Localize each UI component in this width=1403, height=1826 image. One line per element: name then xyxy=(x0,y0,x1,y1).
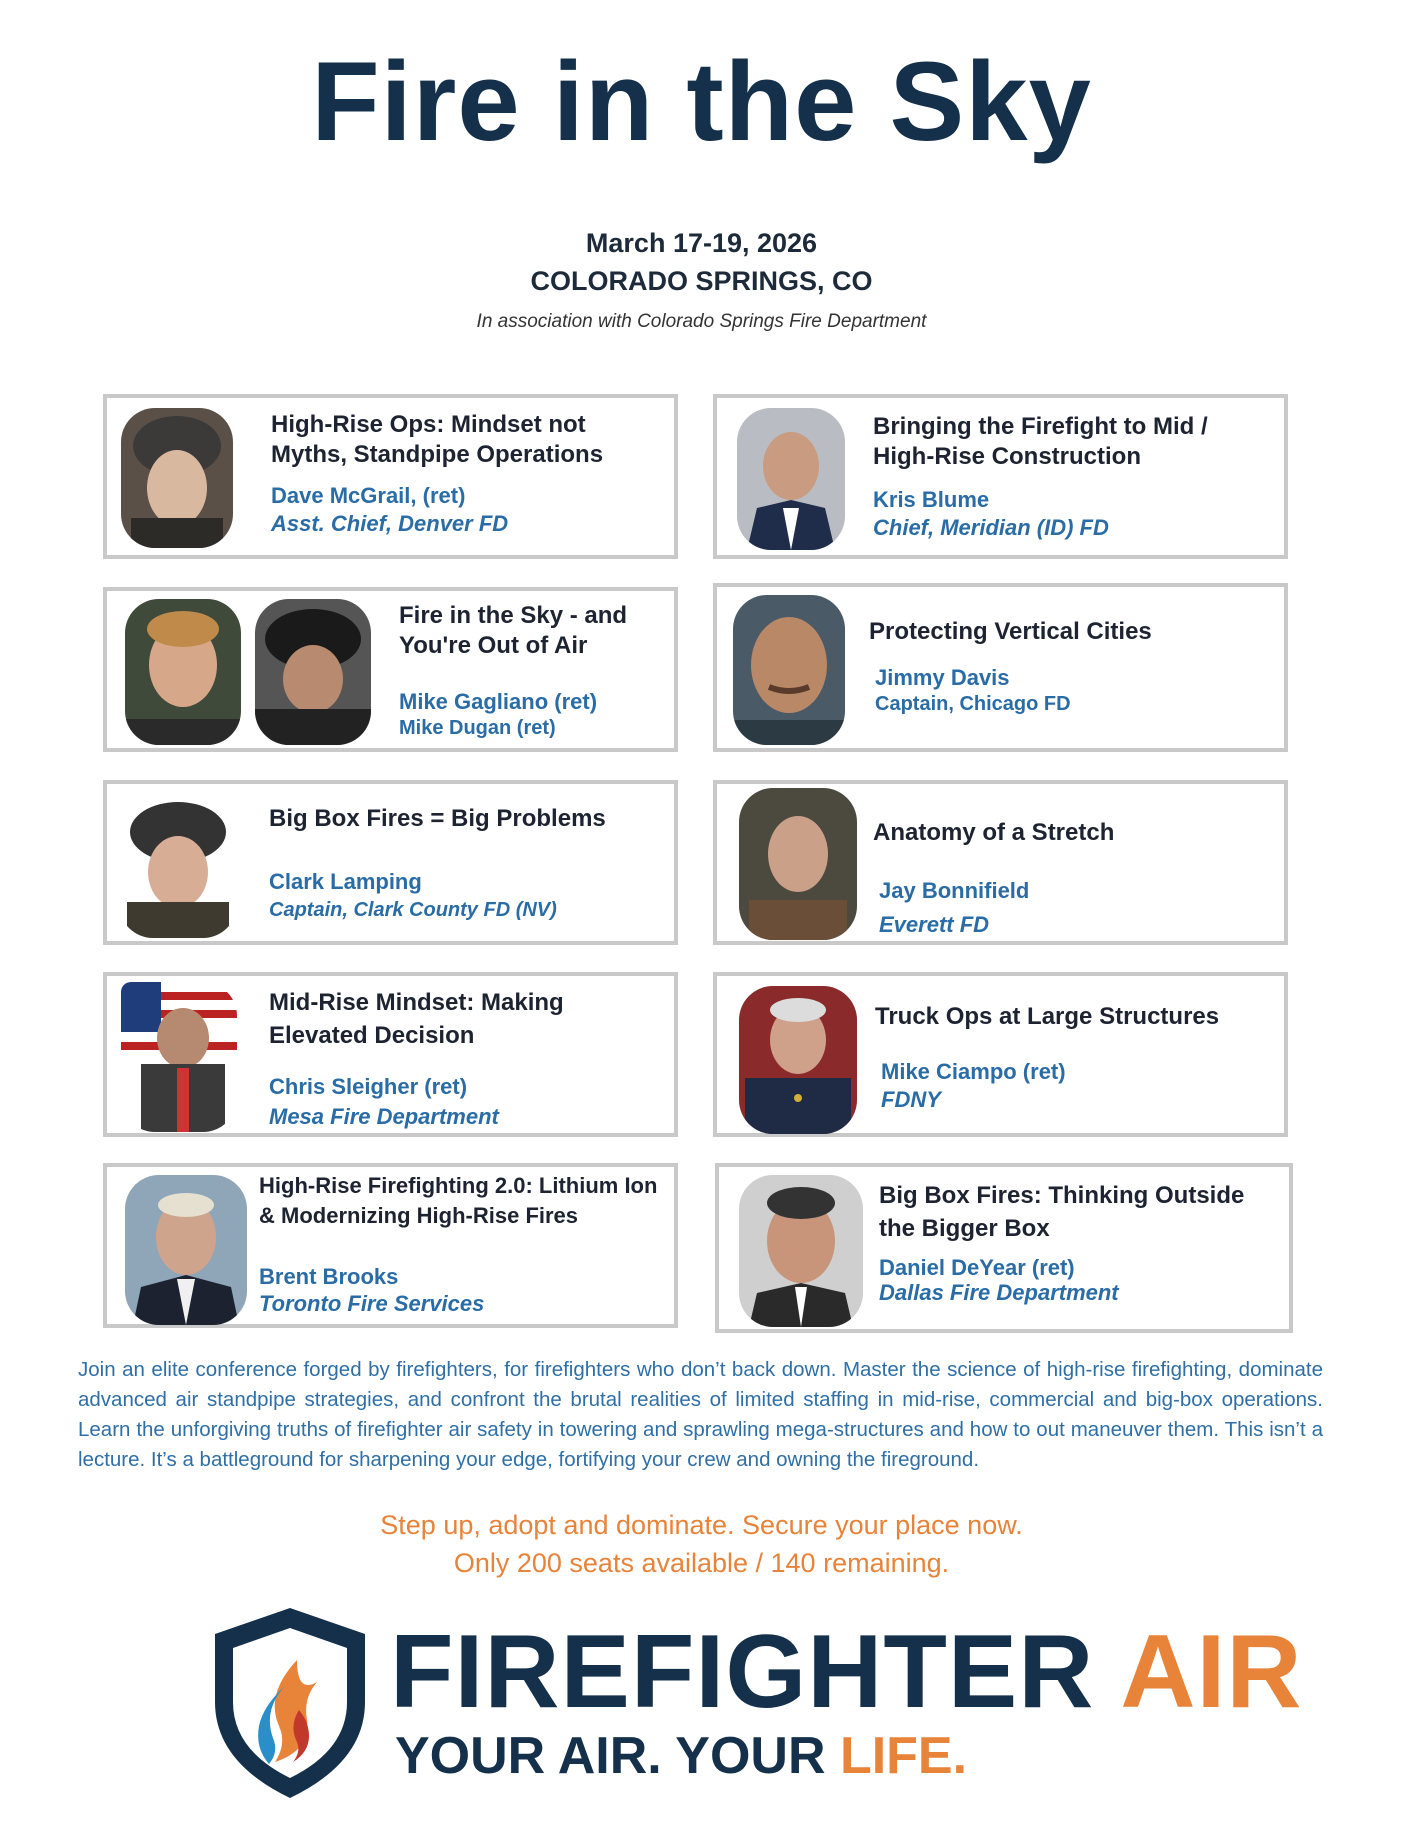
conference-description: Join an elite conference forged by firefighters, for firefighters who don’t back down. Master the science of high-rise firefighting, dominate advanced air standpipe strategies, and confront the brutal realities of limited staffing in mid-rise, commercial and big-box operations. Learn the unforgiving truths of firefighter air safety in towering and sprawling mega-structures and how to out maneuver them. This isn’t a lecture. It’s a battleground for sharpening your edge, fortifying your crew and owning the fireground. xyxy=(78,1358,1323,1471)
speaker-photo xyxy=(255,599,371,745)
speaker-photo xyxy=(119,790,237,938)
session-card xyxy=(715,1163,1293,1333)
speaker-role: Captain, Clark County FD (NV) xyxy=(269,899,557,921)
session-card xyxy=(103,587,678,752)
brand-wordmark xyxy=(390,1614,1303,1730)
session-speaker xyxy=(399,689,667,741)
speaker-photo xyxy=(733,595,845,745)
session-title: Truck Ops at Large Structures xyxy=(875,1003,1220,1030)
event-location: COLORADO SPRINGS, CO xyxy=(530,266,873,296)
speaker-photo xyxy=(739,986,857,1134)
session-title: Big Box Fires: Thinking Outside the Bigger Box xyxy=(879,1182,1245,1242)
speaker-name: Kris Blume xyxy=(873,487,990,512)
speaker-name: Daniel DeYear (ret) xyxy=(879,1255,1075,1280)
speaker-photo xyxy=(121,982,237,1132)
event-date: March 17-19, 2026 xyxy=(585,228,818,258)
session-title: High-Rise Ops: Mindset not Myths, Standpipe Operations xyxy=(271,411,604,468)
session-speaker xyxy=(875,665,1275,717)
session-card xyxy=(713,780,1288,945)
session-title: High-Rise Firefighting 2.0: Lithium Ion & Modernizing High-Rise Fires xyxy=(259,1173,658,1228)
speaker-role: Captain, Chicago FD xyxy=(875,693,1071,715)
tagline-main: YOUR AIR. YOUR xyxy=(395,1727,826,1785)
session-speaker xyxy=(879,874,1269,942)
brand-word-main: FIREFIGHTER xyxy=(390,1614,1095,1730)
session-title: Bringing the Firefight to Mid / High-Rise Construction xyxy=(873,413,1208,470)
speaker-role: Everett FD xyxy=(879,912,990,937)
speaker-photo xyxy=(125,599,241,745)
speaker-name: Chris Sleigher (ret) xyxy=(269,1074,468,1099)
session-speaker xyxy=(271,482,661,538)
session-card xyxy=(103,972,678,1137)
session-speaker xyxy=(269,1072,659,1132)
shield-flame-icon xyxy=(205,1602,375,1802)
brand-tagline xyxy=(395,1727,968,1785)
session-speaker xyxy=(879,1255,1279,1305)
session-card xyxy=(103,1163,678,1328)
speaker-photo xyxy=(739,1175,863,1327)
brand-word-accent: AIR xyxy=(1120,1614,1303,1730)
session-title: Big Box Fires = Big Problems xyxy=(269,805,606,832)
tagline-accent: LIFE. xyxy=(839,1727,968,1785)
speaker-name: Dave McGrail, (ret) xyxy=(271,483,466,508)
speaker-role: FDNY xyxy=(881,1087,941,1112)
event-association: In association with Colorado Springs Fire Department xyxy=(476,311,927,332)
speaker-photo xyxy=(739,788,857,940)
session-card xyxy=(713,972,1288,1137)
session-speaker xyxy=(881,1058,1271,1114)
speaker-name: Mike Gagliano (ret) xyxy=(399,689,598,714)
speaker-photo xyxy=(737,408,845,550)
session-card xyxy=(103,394,678,559)
session-title: Fire in the Sky - and You're Out of Air xyxy=(399,602,628,659)
speaker-role: Chief, Meridian (ID) FD xyxy=(873,515,1109,540)
speaker-role: Mesa Fire Department xyxy=(269,1104,499,1129)
session-card xyxy=(713,394,1288,559)
session-title: Mid-Rise Mindset: Making Elevated Decision xyxy=(269,989,564,1049)
speaker-role: Toronto Fire Services xyxy=(259,1291,485,1316)
speaker-photo xyxy=(121,408,233,548)
session-title: Protecting Vertical Cities xyxy=(869,618,1152,645)
speaker-name: Jay Bonnifield xyxy=(879,878,1030,903)
session-card xyxy=(713,583,1288,752)
session-speaker xyxy=(873,486,1273,542)
call-to-action: Step up, adopt and dominate. Secure your place now. xyxy=(380,1510,1023,1540)
session-title: Anatomy of a Stretch xyxy=(873,819,1115,846)
speaker-role: Asst. Chief, Denver FD xyxy=(271,511,509,536)
seat-availability: Only 200 seats available / 140 remaining. xyxy=(453,1548,950,1578)
speaker-name: Brent Brooks xyxy=(259,1264,399,1289)
speaker-role: Dallas Fire Department xyxy=(879,1280,1119,1305)
session-speaker xyxy=(259,1263,649,1317)
session-speaker xyxy=(269,868,659,924)
speaker-name: Jimmy Davis xyxy=(875,665,1010,690)
session-card xyxy=(103,780,678,945)
page-title: Fire in the Sky xyxy=(311,39,1092,164)
speaker-photo xyxy=(125,1175,247,1325)
speaker-name: Mike Ciampo (ret) xyxy=(881,1059,1066,1084)
speaker-second-name: Mike Dugan (ret) xyxy=(399,717,556,739)
speaker-name: Clark Lamping xyxy=(269,869,422,894)
